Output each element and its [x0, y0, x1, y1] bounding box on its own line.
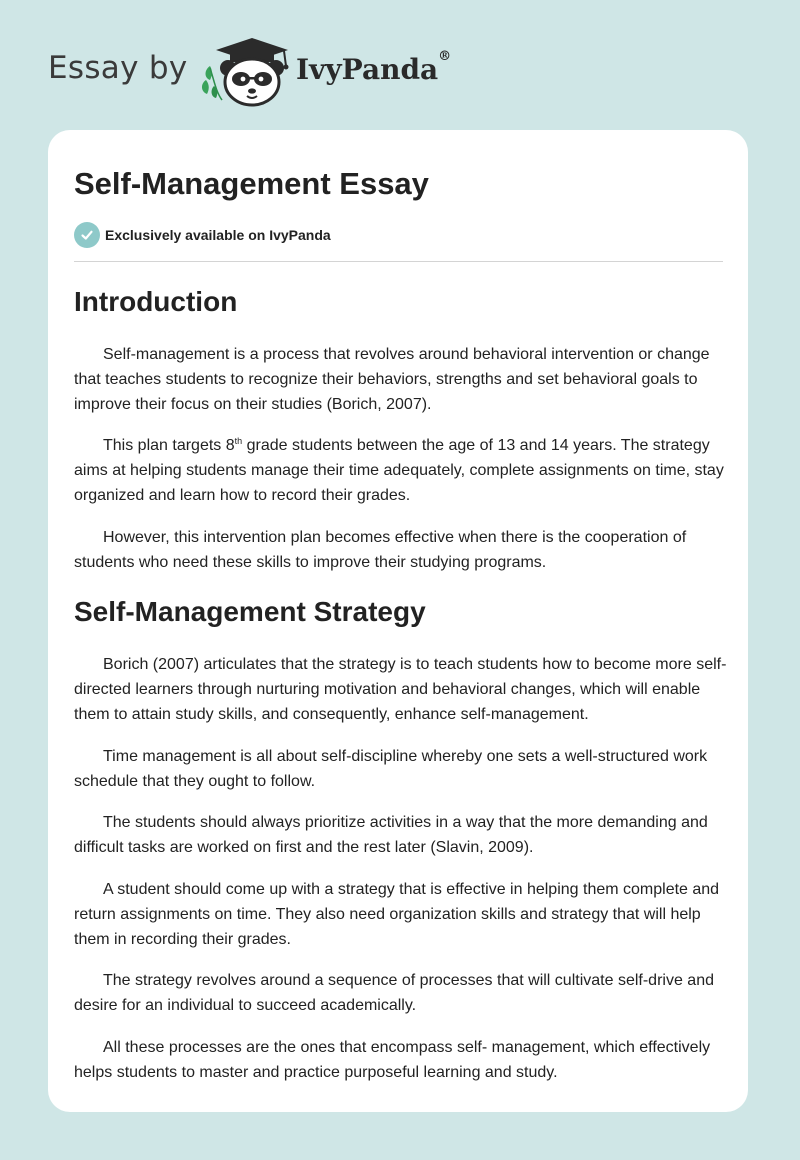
paragraph: Borich (2007) articulates that the strategy is to teach students how to become more self-directed learners through nurturing motivation and behavioral changes, which will enable them to attain study skills, and consequently, enhance self-management.: [74, 656, 727, 723]
paragraph: Self-management is a process that revolves around behavioral intervention or change that teaches students to recognize their behaviors, strengths and set behavioral goals to improve their focus on their studies (Borich, 2007).: [74, 346, 710, 413]
paragraph: All these processes are the ones that encompass self- management, which effectively helps students to master and practice purposeful learning and study.: [74, 1039, 711, 1081]
essay-by-label: Essay by: [48, 50, 188, 86]
paragraph: The students should always prioritize activities in a way that the more demanding and difficult tasks are worked on first and the rest later (Slavin, 2009).: [74, 814, 708, 856]
ivypanda-brand[interactable]: IvyPanda®: [296, 49, 452, 86]
title-divider: [74, 261, 723, 262]
paragraph: A student should come up with a strategy that is effective in helping them complete and return assignments on time. They also need organization skills and strategy that will help them in recording their grades.: [74, 881, 720, 948]
paragraph: Time management is all about self-discipline whereby one sets a well-structured work schedule that they ought to follow.: [74, 748, 708, 790]
panda-logo-icon[interactable]: [200, 36, 296, 108]
section-heading-introduction: Introduction: [74, 286, 238, 317]
registered-mark: ®: [438, 49, 452, 64]
ivy-leaf-icon: [202, 66, 222, 100]
paragraph: This plan targets 8th grade students between the age of 13 and 14 years. The strategy aims at helping students manage their time adequately, complete assignments on time, stay organized and learn how to record their grades.: [74, 436, 724, 504]
paragraph: The strategy revolves around a sequence of processes that will cultivate self-drive and desire for an individual to succeed academically.: [74, 972, 714, 1014]
site-header: [0, 0, 800, 130]
check-icon: [74, 222, 100, 248]
section-heading-strategy: Self-Management Strategy: [74, 596, 426, 627]
paragraph: However, this intervention plan becomes effective when there is the cooperation of students who need these skills to improve their studying programs.: [74, 529, 687, 571]
exclusive-badge: [74, 222, 331, 248]
page-title: Self-Management Essay: [74, 166, 429, 201]
essay-card: [48, 130, 748, 1112]
exclusive-badge-label: Exclusively available on IvyPanda: [105, 227, 331, 243]
